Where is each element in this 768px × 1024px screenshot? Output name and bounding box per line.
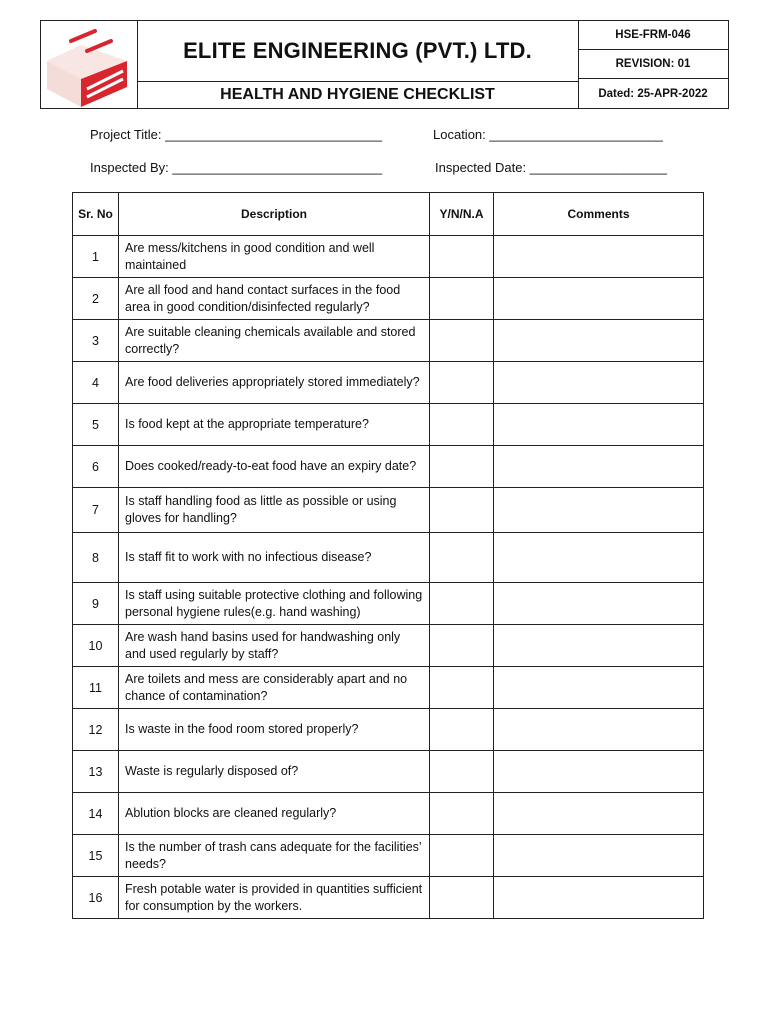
row-comments-cell[interactable]	[494, 320, 704, 362]
row-comments-cell[interactable]	[494, 667, 704, 709]
row-answer-cell[interactable]	[430, 877, 494, 919]
table-row	[73, 446, 704, 488]
row-description: Is staff using suitable protective clothing and following personal hygiene rules(e.g. hand washing)	[119, 583, 430, 625]
table-row	[73, 236, 704, 278]
project-title-field[interactable]: Project Title: ______________________________	[90, 127, 383, 142]
table-row	[73, 533, 704, 583]
row-description: Is the number of trash cans adequate for the facilities’ needs?	[119, 835, 430, 877]
table-row	[73, 709, 704, 751]
company-logo-icon	[41, 21, 137, 108]
column-header-comments: Comments	[494, 193, 704, 236]
table-row	[73, 362, 704, 404]
company-logo	[41, 21, 138, 108]
row-answer-cell[interactable]	[430, 625, 494, 667]
row-comments-cell[interactable]	[494, 751, 704, 793]
inspected-by-field[interactable]: Inspected By: _____________________________	[90, 160, 383, 175]
row-description: Are all food and hand contact surfaces in the food area in good condition/disinfected regularly?	[119, 278, 430, 320]
table-row	[73, 793, 704, 835]
row-answer-cell[interactable]	[430, 709, 494, 751]
row-number: 9	[73, 583, 119, 625]
row-comments-cell[interactable]	[494, 877, 704, 919]
row-description: Are food deliveries appropriately stored immediately?	[119, 362, 430, 404]
row-answer-cell[interactable]	[430, 278, 494, 320]
row-number: 2	[73, 278, 119, 320]
row-number: 6	[73, 446, 119, 488]
table-row	[73, 320, 704, 362]
row-number: 5	[73, 404, 119, 446]
checklist-table	[72, 192, 704, 919]
table-header-row	[73, 193, 704, 236]
column-header-answer: Y/N/N.A	[430, 193, 494, 236]
row-comments-cell[interactable]	[494, 583, 704, 625]
row-comments-cell[interactable]	[494, 835, 704, 877]
company-name: ELITE ENGINEERING (PVT.) LTD.	[137, 21, 578, 82]
row-number: 15	[73, 835, 119, 877]
row-answer-cell[interactable]	[430, 751, 494, 793]
row-comments-cell[interactable]	[494, 446, 704, 488]
row-description: Is staff handling food as little as possible or using gloves for handling?	[119, 488, 430, 533]
row-answer-cell[interactable]	[430, 835, 494, 877]
row-description: Is staff fit to work with no infectious disease?	[119, 533, 430, 583]
row-number: 12	[73, 709, 119, 751]
date-label: Dated: 25-APR-2022	[598, 87, 708, 100]
row-description: Are suitable cleaning chemicals available and stored correctly?	[119, 320, 430, 362]
revision-label: REVISION: 01	[578, 50, 728, 79]
row-description: Are mess/kitchens in good condition and well maintained	[119, 236, 430, 278]
inspected-date-field[interactable]: Inspected Date: ___________________	[435, 160, 668, 175]
row-number: 7	[73, 488, 119, 533]
row-number: 13	[73, 751, 119, 793]
table-row	[73, 667, 704, 709]
row-answer-cell[interactable]	[430, 667, 494, 709]
row-answer-cell[interactable]	[430, 404, 494, 446]
column-header-sr-no: Sr. No	[73, 193, 119, 236]
column-header-description: Description	[119, 193, 430, 236]
row-description: Fresh potable water is provided in quantities sufficient for consumption by the workers.	[119, 877, 430, 919]
row-answer-cell[interactable]	[430, 320, 494, 362]
row-comments-cell[interactable]	[494, 793, 704, 835]
row-comments-cell[interactable]	[494, 488, 704, 533]
table-row	[73, 488, 704, 533]
row-number: 10	[73, 625, 119, 667]
row-number: 16	[73, 877, 119, 919]
row-number: 14	[73, 793, 119, 835]
row-description: Is waste in the food room stored properly?	[119, 709, 430, 751]
table-row	[73, 877, 704, 919]
row-answer-cell[interactable]	[430, 446, 494, 488]
row-comments-cell[interactable]	[494, 625, 704, 667]
row-description: Is food kept at the appropriate temperature?	[119, 404, 430, 446]
form-code: HSE-FRM-046	[578, 21, 728, 50]
row-number: 3	[73, 320, 119, 362]
document-header	[40, 20, 729, 109]
row-description: Are toilets and mess are considerably apart and no chance of contamination?	[119, 667, 430, 709]
row-description: Ablution blocks are cleaned regularly?	[119, 793, 430, 835]
table-row	[73, 835, 704, 877]
row-answer-cell[interactable]	[430, 236, 494, 278]
row-description: Are wash hand basins used for handwashing only and used regularly by staff?	[119, 625, 430, 667]
row-number: 4	[73, 362, 119, 404]
table-row	[73, 404, 704, 446]
location-field[interactable]: Location: ________________________	[433, 127, 663, 142]
row-number: 1	[73, 236, 119, 278]
row-description: Does cooked/ready-to-eat food have an expiry date?	[119, 446, 430, 488]
row-comments-cell[interactable]	[494, 236, 704, 278]
row-answer-cell[interactable]	[430, 488, 494, 533]
table-row	[73, 625, 704, 667]
row-number: 8	[73, 533, 119, 583]
row-answer-cell[interactable]	[430, 533, 494, 583]
row-comments-cell[interactable]	[494, 533, 704, 583]
row-comments-cell[interactable]	[494, 404, 704, 446]
row-description: Waste is regularly disposed of?	[119, 751, 430, 793]
header-title-block	[137, 21, 579, 108]
row-answer-cell[interactable]	[430, 583, 494, 625]
form-meta	[578, 21, 728, 108]
row-comments-cell[interactable]	[494, 709, 704, 751]
row-comments-cell[interactable]	[494, 278, 704, 320]
table-row	[73, 751, 704, 793]
table-row	[73, 583, 704, 625]
row-answer-cell[interactable]	[430, 793, 494, 835]
row-number: 11	[73, 667, 119, 709]
form-title: HEALTH AND HYGIENE CHECKLIST	[220, 85, 495, 103]
row-answer-cell[interactable]	[430, 362, 494, 404]
row-comments-cell[interactable]	[494, 362, 704, 404]
table-row	[73, 278, 704, 320]
